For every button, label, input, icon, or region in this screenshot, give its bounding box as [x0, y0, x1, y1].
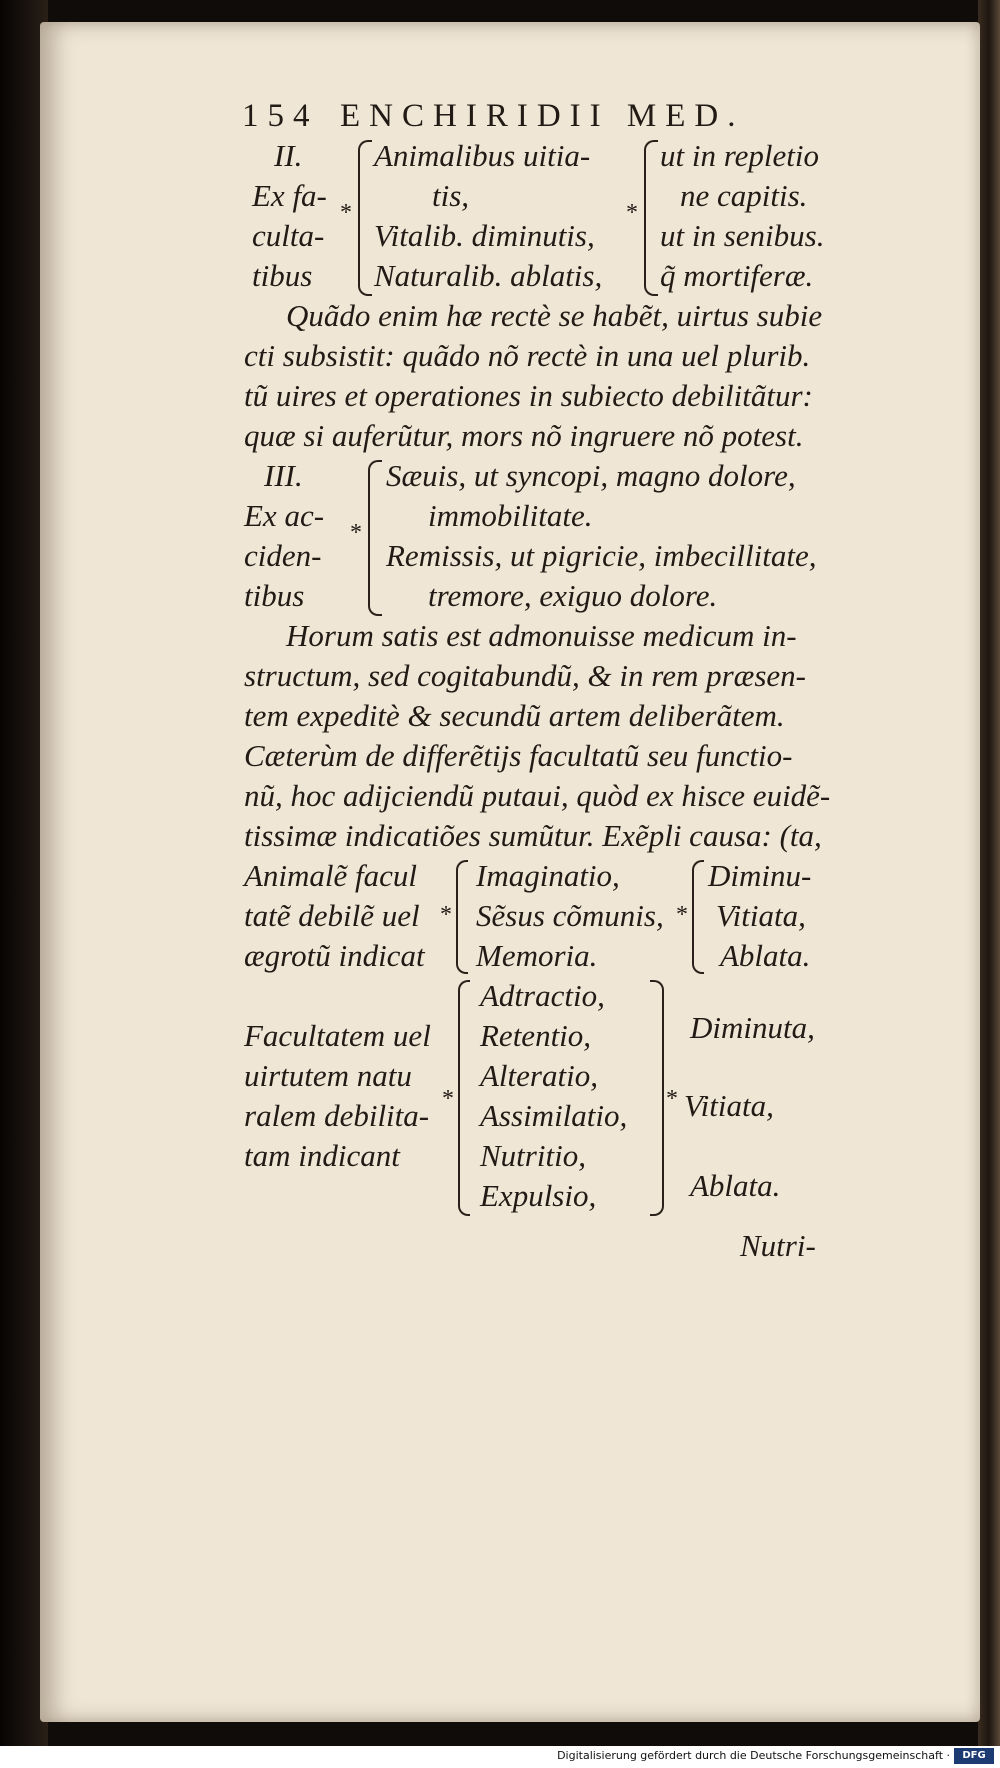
- catchword: Nutri-: [740, 1228, 816, 1263]
- table-ii-col2-line: q̃ mortiferæ.: [660, 258, 814, 293]
- digitization-credit: Digitalisierung gefördert durch die Deutsche Forschungsgemeinschaft ·: [557, 1749, 950, 1762]
- table-iii-label-line: tibus: [244, 578, 305, 613]
- table-ii-col1-line: Naturalib. ablatis,: [374, 258, 603, 293]
- brace-left: [644, 140, 658, 296]
- table-ii-col2-line: ne capitis.: [680, 178, 808, 213]
- table-iii-col1-line: tremore, exiguo dolore.: [428, 578, 718, 613]
- bracket-asterisk: *: [442, 1086, 454, 1112]
- table-ii-label-line: Ex fa-: [252, 178, 327, 213]
- table-iii-col1-line: Sæuis, ut syncopi, magno dolore,: [386, 458, 796, 493]
- table-ii-col1-line: tis,: [432, 178, 470, 213]
- table-natural-col2-line: Ablata.: [690, 1168, 781, 1203]
- text-line: Horum satis est admonuisse medicum in-: [286, 618, 797, 653]
- text-line: structum, sed cogitabundũ, & in rem præsen-: [244, 658, 806, 693]
- page-number: 154: [242, 98, 319, 134]
- table-natural-label-line: tam indicant: [244, 1138, 400, 1173]
- text-line: nũ, hoc adijciendũ putaui, quòd ex hisce euidẽ-: [244, 778, 831, 813]
- text-line: tũ uires et operationes in subiecto debilitãtur:: [244, 378, 813, 413]
- text-line: Quãdo enim hæ rectè se habẽt, uirtus subie: [286, 298, 823, 333]
- table-iii-label-line: ciden-: [244, 538, 322, 573]
- brace-left: [358, 140, 372, 296]
- bracket-asterisk: *: [666, 1086, 678, 1112]
- table-animal-col2-line: Ablata.: [720, 938, 811, 973]
- bracket-asterisk: *: [676, 902, 688, 928]
- text-line: tissimæ indicatiões sumũtur. Exẽpli causa: (ta,: [244, 818, 822, 853]
- table-natural-col2-line: Vitiata,: [684, 1088, 774, 1123]
- brace-left: [458, 980, 470, 1216]
- table-ii-col1-line: Vitalib. diminutis,: [374, 218, 595, 253]
- bracket-asterisk: *: [350, 520, 362, 546]
- table-animal-col2-line: Vitiata,: [716, 898, 806, 933]
- bracket-asterisk: *: [440, 902, 452, 928]
- dfg-logo: DFG: [954, 1748, 994, 1764]
- table-ii-label-line: II.: [274, 138, 303, 173]
- brace-left: [692, 860, 704, 974]
- table-natural-label-line: ralem debilita-: [244, 1098, 430, 1133]
- table-animal-col1-line: Imaginatio,: [476, 858, 620, 893]
- table-animal-label-line: ægrotũ indicat: [244, 938, 425, 973]
- table-iii-col1-line: immobilitate.: [428, 498, 593, 533]
- table-ii-col1-line: Animalibus uitia-: [374, 138, 591, 173]
- table-animal-col1-line: Sẽsus cõmunis,: [476, 898, 664, 933]
- brace-right: [650, 980, 664, 1216]
- bracket-asterisk: *: [626, 200, 638, 226]
- running-title: ENCHIRIDII MED.: [340, 98, 745, 134]
- text-line: Cæterùm de differẽtijs facultatũ seu functio-: [244, 738, 793, 773]
- table-ii-col2-line: ut in repletio: [660, 138, 819, 173]
- binding-right-edge: [978, 0, 1000, 1768]
- table-iii-label-line: Ex ac-: [244, 498, 325, 533]
- table-natural-col1-line: Alteratio,: [480, 1058, 598, 1093]
- table-ii-label-line: tibus: [252, 258, 313, 293]
- table-natural-col1-line: Nutritio,: [480, 1138, 586, 1173]
- table-natural-col1-line: Adtractio,: [480, 978, 605, 1013]
- brace-left: [368, 460, 382, 616]
- table-iii-col1-line: Remissis, ut pigricie, imbecillitate,: [386, 538, 817, 573]
- text-line: quæ si auferũtur, mors nõ ingruere nõ potest.: [244, 418, 804, 453]
- table-natural-col1-line: Expulsio,: [480, 1178, 597, 1213]
- table-animal-label-line: tatẽ debilẽ uel: [244, 898, 420, 933]
- table-natural-label-line: Facultatem uel: [244, 1018, 431, 1053]
- bracket-asterisk: *: [340, 200, 352, 226]
- table-ii-label-line: culta-: [252, 218, 325, 253]
- book-page: [40, 22, 980, 1722]
- table-animal-col2-line: Diminu-: [708, 858, 812, 893]
- table-ii-col2-line: ut in senibus.: [660, 218, 825, 253]
- text-line: cti subsistit: quãdo nõ rectè in una uel plurib.: [244, 338, 811, 373]
- text-line: tem expeditè & secundũ artem deliberãtem.: [244, 698, 785, 733]
- table-natural-label-line: uirtutem natu: [244, 1058, 412, 1093]
- table-natural-col1-line: Assimilatio,: [480, 1098, 628, 1133]
- table-animal-label-line: Animalẽ facul: [244, 858, 418, 893]
- table-animal-col1-line: Memoria.: [476, 938, 598, 973]
- table-iii-label-line: III.: [264, 458, 303, 493]
- table-natural-col2-line: Diminuta,: [690, 1010, 815, 1045]
- table-natural-col1-line: Retentio,: [480, 1018, 592, 1053]
- brace-left: [456, 860, 468, 974]
